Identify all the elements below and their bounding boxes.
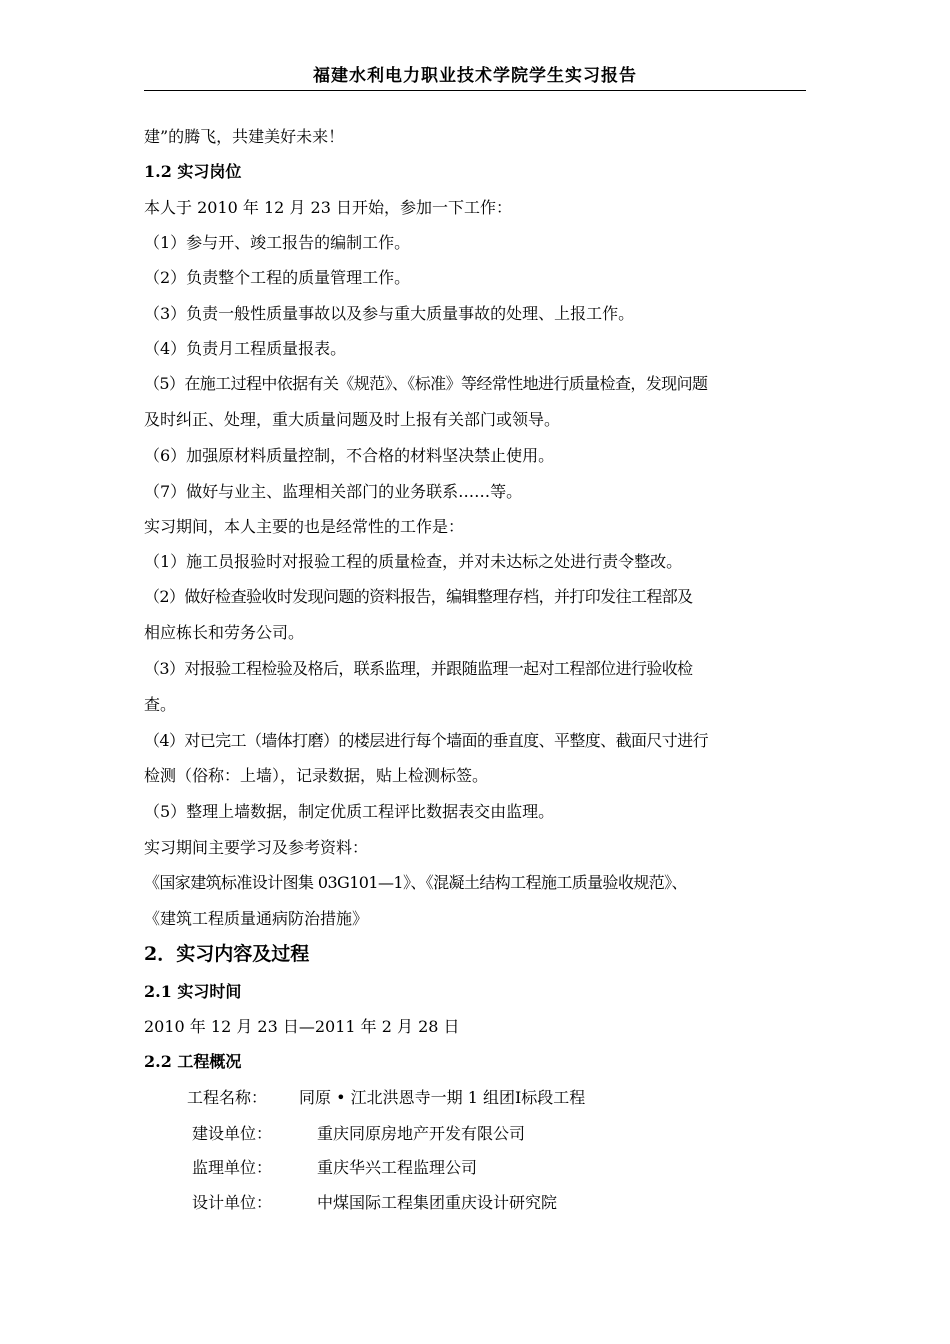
field-label: 设计单位： (192, 1193, 273, 1212)
reference-line: 《建筑工程质量通病防治措施》 (144, 909, 369, 928)
field-value: 重庆同原房地产开发有限公司 (317, 1124, 526, 1143)
project-field (192, 1193, 558, 1213)
list-item-continuation: 检测（俗称：上墙），记录数据，贴上检测标签。 (144, 766, 489, 785)
list-item-continuation: 查。 (144, 695, 177, 714)
text-line: 本人于 2010 年 12 月 23 日开始，参加一下工作： (144, 198, 512, 217)
field-label: 监理单位： (192, 1158, 273, 1177)
reference-line: 《国家建筑标准设计图集 03G101—1》、《混凝土结构工程施工质量验收规范》、 (144, 873, 687, 892)
list-item: （3）负责一般性质量事故以及参与重大质量事故的处理、上报工作。 (144, 304, 635, 323)
project-field (192, 1158, 478, 1178)
list-item: （1）参与开、竣工报告的编制工作。 (144, 233, 411, 252)
list-item: （3）对报验工程检验及格后，联系监理，并跟随监理一起对工程部位进行验收检 (144, 659, 693, 678)
list-item: （4）对已完工（墙体打磨）的楼层进行每个墙面的垂直度、平整度、截面尺寸进行 (144, 731, 708, 750)
list-item: （4）负责月工程质量报表。 (144, 339, 347, 358)
list-item-continuation: 相应栋长和劳务公司。 (144, 623, 305, 642)
project-field (192, 1124, 526, 1144)
section-heading: 2.2 工程概况 (144, 1052, 242, 1071)
page-header: 福建水利电力职业技术学院学生实习报告 (144, 64, 806, 91)
list-item: （5）整理上墙数据，制定优质工程评比数据表交由监理。 (144, 802, 555, 821)
list-item: （7）做好与业主、监理相关部门的业务联系……等。 (144, 482, 523, 501)
field-value: 同原 • 江北洪恩寺一期 1 组团Ⅰ标段工程 (299, 1088, 586, 1107)
section-heading: 2.1 实习时间 (144, 982, 242, 1001)
chapter-heading: 2．实习内容及过程 (144, 943, 310, 965)
list-item: （2）负责整个工程的质量管理工作。 (144, 268, 411, 287)
field-label: 建设单位： (192, 1124, 273, 1143)
project-field (187, 1088, 586, 1108)
list-item: （2）做好检查验收时发现问题的资料报告，编辑整理存档，并打印发往工程部及 (144, 587, 693, 606)
text-line: 2010 年 12 月 23 日—2011 年 2 月 28 日 (144, 1017, 460, 1036)
field-value: 中煤国际工程集团重庆设计研究院 (317, 1193, 558, 1212)
text-line: 实习期间，本人主要的也是经常性的工作是： (144, 517, 465, 536)
field-label: 工程名称： (187, 1088, 268, 1107)
list-item: （1）施工员报验时对报验工程的质量检查，并对未达标之处进行责令整改。 (144, 552, 683, 571)
list-item-continuation: 及时纠正、处理，重大质量问题及时上报有关部门或领导。 (144, 410, 561, 429)
list-item: （5）在施工过程中依据有关《规范》、《标准》等经常性地进行质量检查，发现问题 (144, 374, 708, 393)
text-line: 实习期间主要学习及参考资料： (144, 838, 369, 857)
list-item: （6）加强原材料质量控制，不合格的材料坚决禁止使用。 (144, 446, 555, 465)
section-heading: 1.2 实习岗位 (144, 162, 242, 181)
field-value: 重庆华兴工程监理公司 (317, 1158, 478, 1177)
text-line: 建”的腾飞，共建美好未来！ (144, 127, 345, 146)
